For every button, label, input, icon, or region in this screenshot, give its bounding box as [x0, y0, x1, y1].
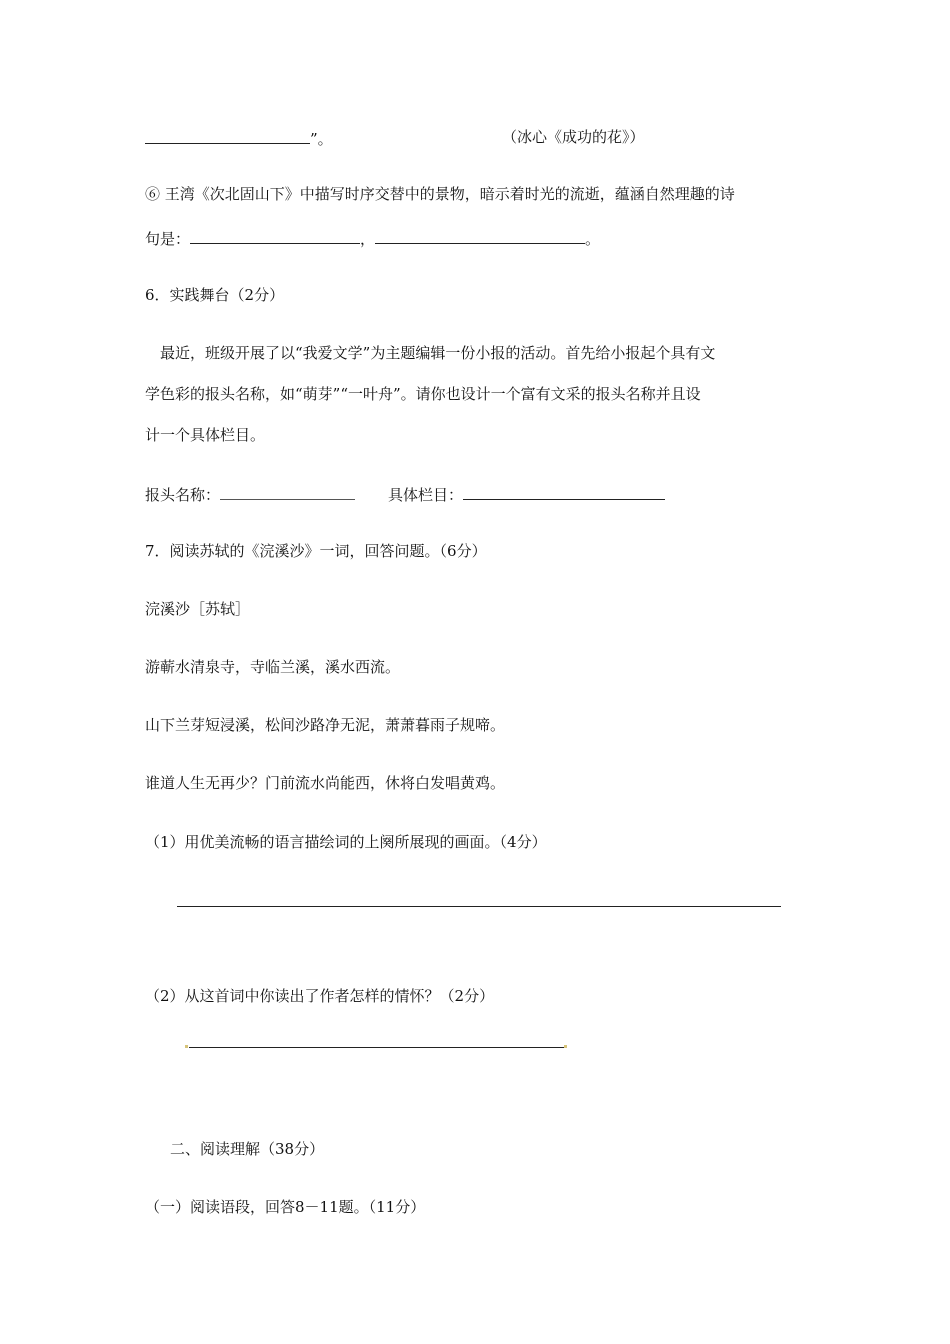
answer-blank[interactable] [145, 127, 310, 144]
q6-answer-line [145, 483, 355, 505]
q5-item6-lead: 句是： [145, 230, 191, 248]
masthead-name-blank[interactable] [220, 483, 355, 500]
q5-period: 。 [585, 230, 601, 248]
q7-title: 7．阅读苏轼的《浣溪沙》一词，回答问题。（6分） [145, 542, 487, 560]
q5-line1-end: ”。 [310, 130, 333, 148]
q6-para-line2: 学色彩的报头名称，如“萌芽”“一叶舟”。请你也设计一个富有文采的报头名称并且设 [145, 385, 701, 403]
anchor-marker-left [185, 1045, 188, 1048]
q7-sub2: （2）从这首词中你读出了作者怎样的情怀？（2分） [145, 987, 495, 1005]
poem-title: 浣溪沙［苏轼］ [145, 600, 251, 618]
q5-item6-answer-line [145, 227, 600, 249]
section2-title: 二、阅读理解（38分） [170, 1140, 325, 1158]
q6-title: 6．实践舞台（2分） [145, 286, 285, 304]
poem-line2: 谁道人生无再少？门前流水尚能西，休将白发唱黄鸡。 [145, 774, 506, 792]
q6-para-line3: 计一个具体栏目。 [145, 426, 266, 444]
answer-blank[interactable] [190, 227, 360, 244]
q5-line1 [145, 127, 333, 149]
answer-line-sub2[interactable] [189, 1047, 564, 1048]
q6-para-line1: 最近，班级开展了以“我爱文学”为主题编辑一份小报的活动。首先给小报起个具有文 [160, 344, 716, 362]
q5-item6-text: ⑥ 王湾《次北固山下》中描写时序交替中的景物，暗示着时光的流逝，蕴涵自然理趣的诗 [145, 185, 735, 203]
q6-column-line [388, 483, 665, 505]
answer-line-sub1[interactable] [177, 906, 781, 907]
poem-line1: 山下兰芽短浸溪，松间沙路净无泥，萧萧暮雨子规啼。 [145, 716, 506, 734]
section2-part1: （一）阅读语段，回答8－11题。（11分） [145, 1198, 426, 1216]
q7-sub1: （1）用优美流畅的语言描绘词的上阕所展现的画面。（4分） [145, 833, 547, 851]
q6-name-label: 报头名称： [145, 486, 221, 504]
q6-column-label: 具体栏目： [388, 486, 464, 504]
q5-comma: ， [360, 230, 376, 248]
poem-preface: 游蕲水清泉寺，寺临兰溪，溪水西流。 [145, 658, 401, 676]
column-blank[interactable] [463, 483, 665, 500]
q5-source: （冰心《成功的花》） [502, 128, 645, 146]
answer-blank[interactable] [375, 227, 585, 244]
anchor-marker-right [564, 1045, 567, 1048]
